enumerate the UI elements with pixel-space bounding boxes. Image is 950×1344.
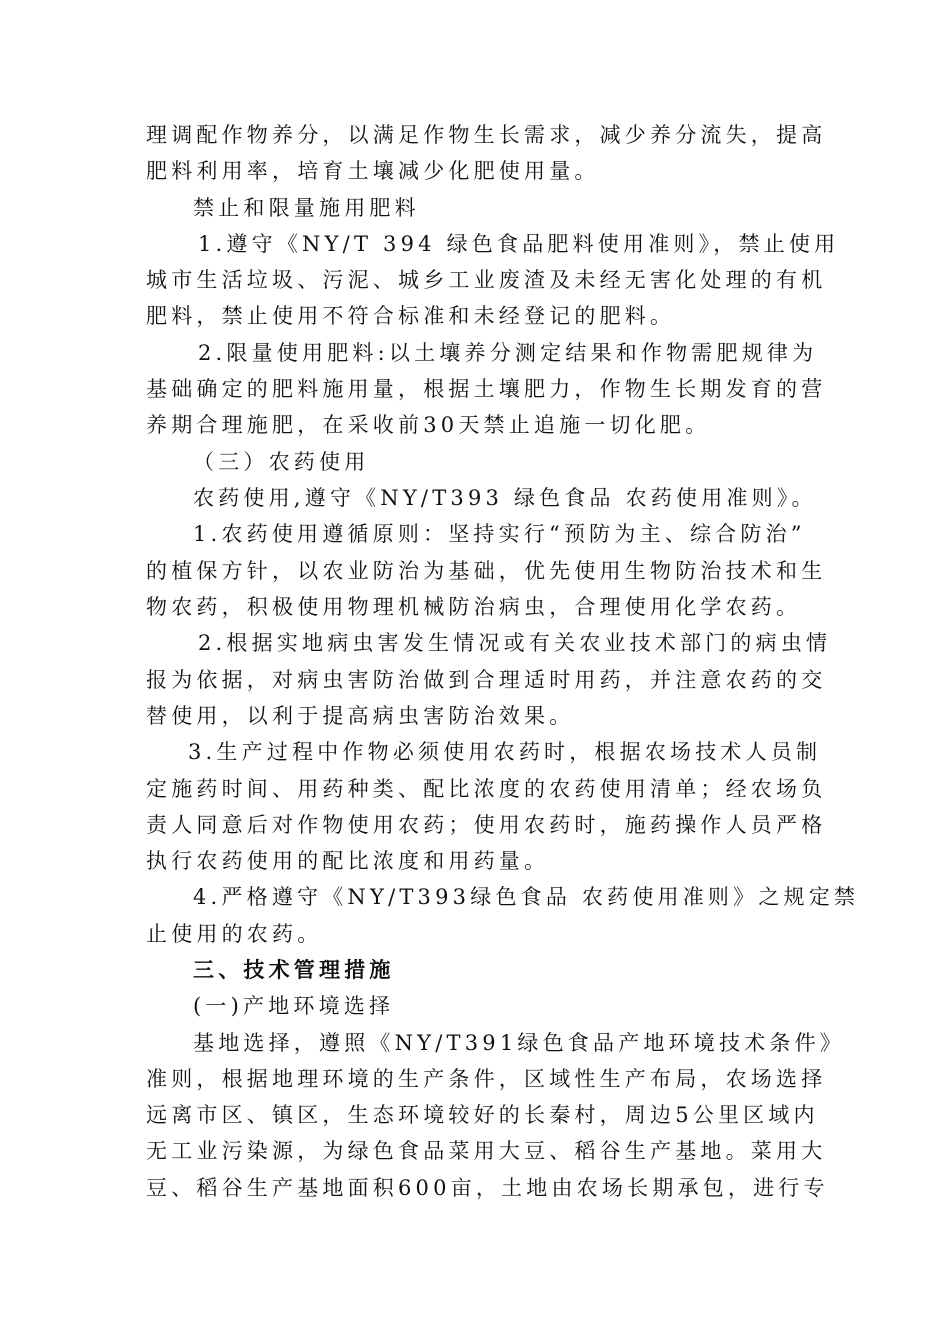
body-text-line: 肥料，禁止使用不符合标准和未经登记的肥料。 — [146, 304, 676, 328]
body-text-line: 替使用，以利于提高病虫害防治效果。 — [146, 704, 575, 728]
list-item-text: 1.遵守《NY/T 394 绿色食品肥料使用准则》，禁止使用 — [198, 232, 840, 256]
list-item-text: 3.生产过程中作物必须使用农药时，根据农场技术人员制 — [188, 740, 822, 764]
list-item-text: 2.限量使用肥料:以土壤养分测定结果和作物需肥规律为 — [198, 341, 818, 365]
body-text-line: 理调配作物养分，以满足作物生长需求，减少养分流失，提高 — [146, 123, 827, 147]
body-text-line: 物农药，积极使用物理机械防治病虫，合理使用化学农药。 — [146, 595, 802, 619]
body-text-line: 远离市区、镇区，生态环境较好的长秦村，周边5公里区域内 — [146, 1103, 819, 1127]
body-text-line: 止使用的农药。 — [146, 922, 323, 946]
chapter-heading: 三、技术管理措施 — [193, 957, 395, 982]
body-text-line: 豆、稻谷生产基地面积600亩，土地由农场长期承包，进行专 — [146, 1176, 829, 1200]
body-text-line: 基础确定的肥料施用量，根据土壤肥力，作物生长期发育的营 — [146, 377, 827, 401]
body-text-line: 农药使用,遵守《NY/T393 绿色食品 农药使用准则》。 — [193, 486, 817, 510]
body-text-line: 报为依据，对病虫害防治做到合理适时用药，并注意农药的交 — [146, 668, 827, 692]
list-item-text: 1.农药使用遵循原则：坚持实行“预防为主、综合防治” — [193, 522, 806, 546]
body-text-line: 定施药时间、用药种类、配比浓度的农药使用清单；经农场负 — [146, 777, 827, 801]
list-item-text: 4.严格遵守《NY/T393绿色食品 农药使用准则》之规定禁 — [193, 885, 860, 909]
body-text-line: 的植保方针，以农业防治为基础，优先使用生物防治技术和生 — [146, 559, 827, 583]
body-text-line: 肥料利用率，培育土壤减少化肥使用量。 — [146, 159, 600, 183]
section-heading: （三）农药使用 — [193, 450, 370, 474]
list-item-text: 2.根据实地病虫害发生情况或有关农业技术部门的病虫情 — [198, 631, 832, 655]
body-text-line: 责人同意后对作物使用农药；使用农药时，施药操作人员严格 — [146, 813, 827, 837]
body-text-line: 执行农药使用的配比浓度和用药量。 — [146, 849, 550, 873]
body-text-line: 无工业污染源，为绿色食品菜用大豆、稻谷生产基地。菜用大 — [146, 1139, 827, 1163]
body-text-line: 基地选择，遵照《NY/T391绿色食品产地环境技术条件》 — [193, 1031, 846, 1055]
section-heading: (一)产地环境选择 — [193, 994, 395, 1018]
body-text-line: 养期合理施肥，在采收前30天禁止追施一切化肥。 — [146, 413, 711, 437]
body-text-line: 准则，根据地理环境的生产条件，区域性生产布局，农场选择 — [146, 1067, 827, 1091]
body-text-line: 城市生活垃圾、污泥、城乡工业废渣及未经无害化处理的有机 — [146, 268, 827, 292]
subsection-heading: 禁止和限量施用肥料 — [193, 196, 420, 220]
